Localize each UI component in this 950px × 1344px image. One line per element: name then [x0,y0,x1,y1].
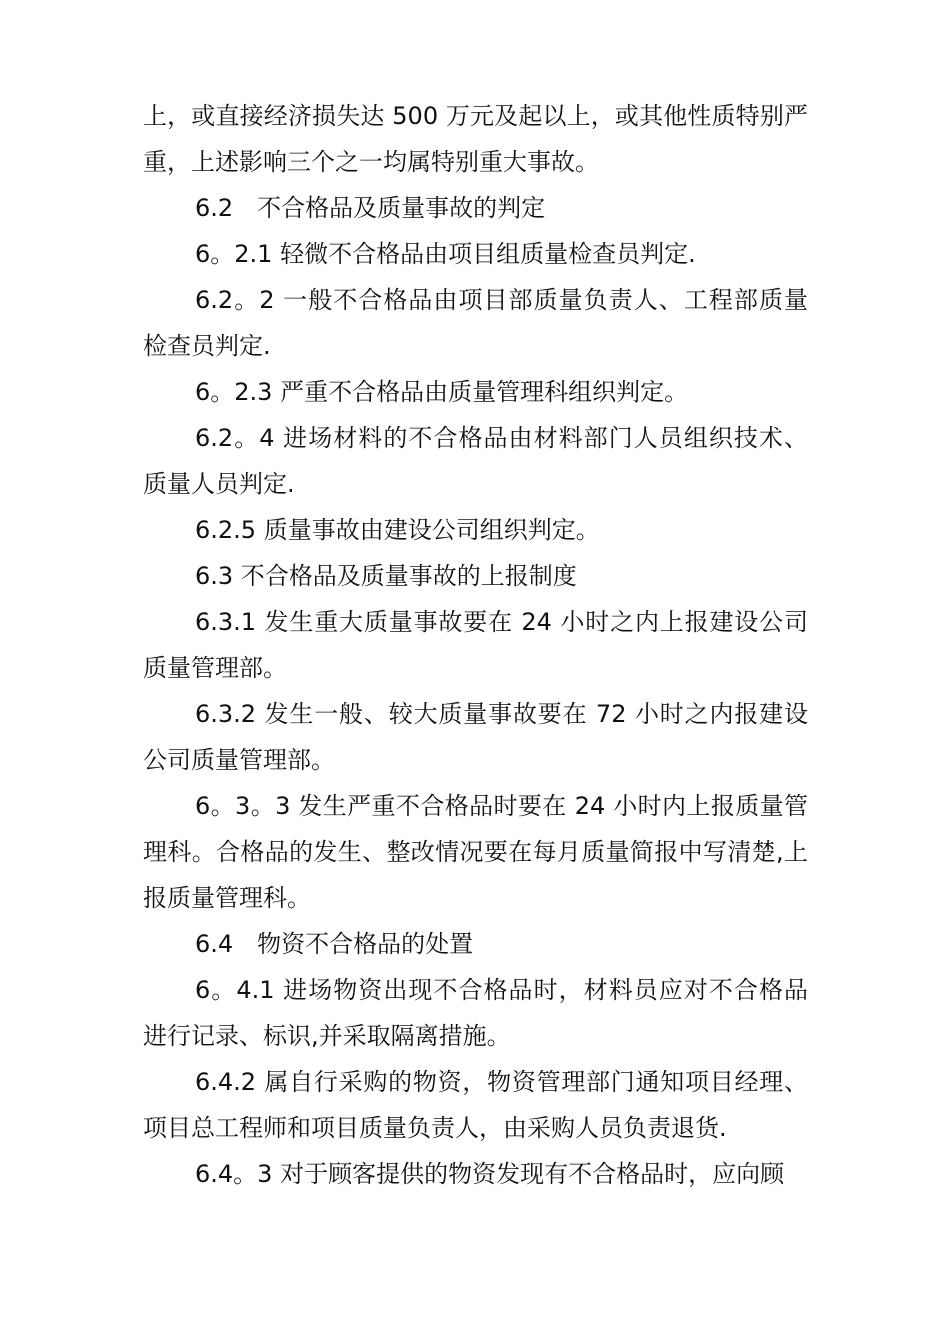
document-body [143,93,808,1197]
document-paragraph: 6。2.3 严重不合格品由质量管理科组织判定。 [195,378,689,406]
document-paragraph: 6.2。4 进场材料的不合格品由材料部门人员组织技术、质量人员判定. [143,424,808,498]
document-paragraph: 6.3.2 发生一般、较大质量事故要在 72 小时之内报建设公司质量管理部。 [143,700,808,774]
document-paragraph: 6.3.1 发生重大质量事故要在 24 小时之内上报建设公司质量管理部。 [143,608,808,682]
document-paragraph: 6.4.2 属自行采购的物资，物资管理部门通知项目经理、项目总工程师和项目质量负责人，由采购人员负责退货. [143,1068,808,1142]
document-paragraph: 6。4.1 进场物资出现不合格品时，材料员应对不合格品进行记录、标识,并采取隔离措施。 [143,976,808,1050]
document-paragraph: 6.4 物资不合格品的处置 [195,930,474,958]
document-paragraph: 6。2.1 轻微不合格品由项目组质量检查员判定. [195,240,696,268]
document-paragraph: 6.2.5 质量事故由建设公司组织判定。 [195,516,600,544]
document-paragraph: 6。3。3 发生严重不合格品时要在 24 小时内上报质量管理科。合格品的发生、整改情况要在每月质量简报中写清楚,上报质量管理科。 [143,792,808,912]
document-paragraph: 6.2。2 一般不合格品由项目部质量负责人、工程部质量检查员判定. [143,286,808,360]
document-paragraph: 6.4。3 对于顾客提供的物资发现有不合格品时，应向顾 [195,1160,785,1188]
document-paragraph: 上，或直接经济损失达 500 万元及起以上，或其他性质特别严重，上述影响三个之一均属特别重大事故。 [143,102,808,176]
document-paragraph: 6.3 不合格品及质量事故的上报制度 [195,562,577,590]
document-paragraph: 6.2 不合格品及质量事故的判定 [195,194,546,222]
